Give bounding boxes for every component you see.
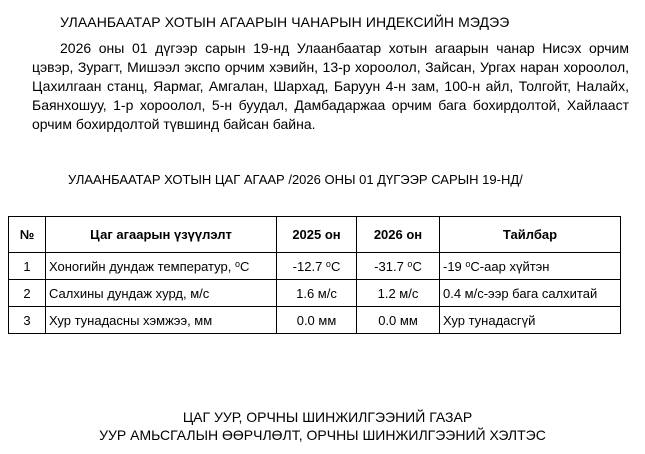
row-note: 0.4 м/с-ээр бага салхитай bbox=[440, 280, 621, 307]
weather-table bbox=[8, 216, 621, 334]
row-indicator: Салхины дундаж хурд, м/с bbox=[46, 280, 277, 307]
footer bbox=[0, 408, 645, 444]
table-header-row bbox=[9, 217, 621, 253]
row-number: 1 bbox=[9, 253, 46, 280]
row-number: 2 bbox=[9, 280, 46, 307]
row-indicator: Хоногийн дундаж температур, $^о$С bbox=[46, 253, 277, 280]
header-2025: 2025 он bbox=[277, 217, 357, 253]
row-note: -19 $^о$С-аар хүйтэн bbox=[440, 253, 621, 280]
footer-department: УУР АМЬСГАЛЫН ӨӨРЧЛӨЛТ, ОРЧНЫ ШИНЖИЛГЭЭНИЙ ХЭЛТЭС bbox=[99, 427, 546, 443]
row-2025-value: -12.7 $^о$С bbox=[277, 253, 357, 280]
table-row bbox=[9, 253, 621, 280]
row-indicator: Хур тунадасны хэмжээ, мм bbox=[46, 307, 277, 334]
footer-agency: ЦАГ УУР, ОРЧНЫ ШИНЖИЛГЭЭНИЙ ГАЗАР bbox=[182, 409, 473, 425]
table-row bbox=[9, 307, 621, 334]
row-2026-value: 1.2 м/с bbox=[357, 280, 440, 307]
weather-subtitle: УЛААНБААТАР ХОТЫН ЦАГ АГААР /2026 ОНЫ 01 ДҮГЭЭР САРЫН 19-НД/ bbox=[68, 172, 523, 187]
air-quality-paragraph: 2026 оны 01 дүгээр сарын 19-нд Улаанбаатар хотын агаарын чанар Нисэх орчим цэвэр, Зурагт, Мишээл экспо орчим хэвийн, 13-р хороолол, Зайсан, Ургах наран хороолол, Цахилгаан станц, Яармаг, Амгалан, Шархад, Баруун 4-н зам, 100-н айл, Толгойт, Налайх, Баянхошуу, 1-р хороолол, 5-н буудал, Дамбадаржаа орчим бага бохирдолтой, Хайлааст орчим бохирдолтой түвшинд байсан байна. bbox=[32, 40, 629, 132]
row-2025-value: 0.0 мм bbox=[277, 307, 357, 334]
header-indicator: Цаг агаарын үзүүлэлт bbox=[46, 217, 277, 253]
header-note: Тайлбар bbox=[440, 217, 621, 253]
header-number: № bbox=[9, 217, 46, 253]
row-2026-value: -31.7 $^о$С bbox=[357, 253, 440, 280]
row-2026-value: 0.0 мм bbox=[357, 307, 440, 334]
table-row bbox=[9, 280, 621, 307]
row-number: 3 bbox=[9, 307, 46, 334]
row-note: Хур тунадасгүй bbox=[440, 307, 621, 334]
row-2025-value: 1.6 м/с bbox=[277, 280, 357, 307]
header-2026: 2026 он bbox=[357, 217, 440, 253]
document-title: УЛААНБААТАР ХОТЫН АГААРЫН ЧАНАРЫН ИНДЕКСИЙН МЭДЭЭ bbox=[60, 14, 510, 30]
